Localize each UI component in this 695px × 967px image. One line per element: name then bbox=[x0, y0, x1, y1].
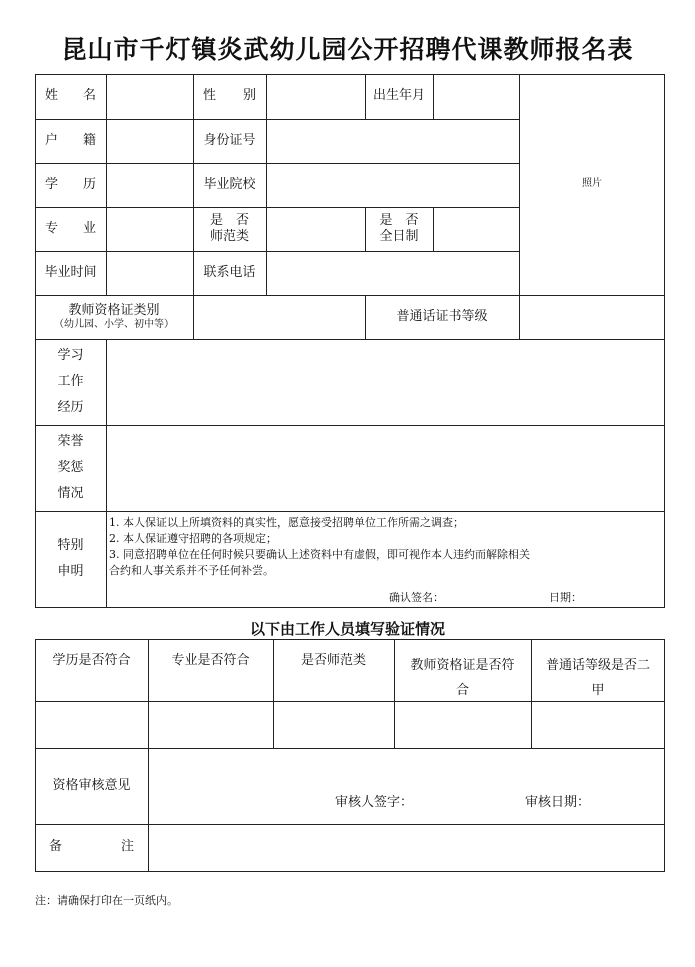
huji-field[interactable] bbox=[106, 119, 193, 163]
form-title: 昆山市千灯镇炎武幼儿园公开招聘代课教师报名表 bbox=[61, 35, 634, 64]
major-check-field[interactable] bbox=[148, 701, 273, 748]
declaration-text bbox=[109, 515, 530, 579]
gender-label: 性 别 bbox=[203, 88, 256, 104]
fulltime-field[interactable] bbox=[433, 207, 519, 251]
gradtime-field[interactable] bbox=[106, 251, 193, 295]
normal-label: 是 否 师范类 bbox=[209, 212, 249, 244]
remark-label: 备 注 bbox=[49, 839, 134, 855]
header-education: 学历是否符合 bbox=[52, 653, 131, 668]
huji-label: 户 籍 bbox=[45, 132, 96, 148]
cert-label: 教师资格证类别 （幼儿园、小学、初中等） bbox=[54, 302, 174, 330]
review-label: 资格审核意见 bbox=[52, 777, 131, 793]
id-field[interactable] bbox=[266, 119, 519, 163]
header-mandarin: 普通话等级是否二 甲 bbox=[545, 658, 650, 698]
study-label: 学习 工作 经历 bbox=[57, 348, 84, 415]
declaration-line: 3. 同意招聘单位在任何时候只要确认上述资料中有虚假，即可视作本人违约而解除相关 bbox=[109, 548, 530, 561]
education-check-field[interactable] bbox=[35, 701, 148, 748]
declaration-line: 2. 本人保证遵守招聘的各项规定； bbox=[109, 532, 277, 545]
cert-check-field[interactable] bbox=[394, 701, 531, 748]
education-field[interactable] bbox=[106, 163, 193, 207]
sign-label: 确认签名： bbox=[389, 591, 444, 604]
remark-field[interactable] bbox=[148, 824, 665, 871]
school-field[interactable] bbox=[266, 163, 519, 207]
major-field[interactable] bbox=[106, 207, 193, 251]
school-label: 毕业院校 bbox=[203, 176, 256, 192]
date-label: 日期： bbox=[549, 591, 582, 604]
education-label: 学 历 bbox=[45, 176, 96, 192]
fulltime-label: 是 否 全日制 bbox=[379, 212, 419, 244]
name-label: 姓 名 bbox=[45, 88, 96, 104]
gender-field[interactable] bbox=[266, 74, 365, 119]
honor-label: 荣誉 奖惩 情况 bbox=[57, 434, 84, 501]
major-label: 专 业 bbox=[45, 220, 96, 236]
birth-label: 出生年月 bbox=[372, 88, 425, 104]
cert-field[interactable] bbox=[193, 295, 365, 339]
mandarin-check-field[interactable] bbox=[531, 701, 665, 748]
verify-section-title: 以下由工作人员填写验证情况 bbox=[249, 620, 445, 638]
photo-box[interactable]: 照片 bbox=[582, 178, 602, 190]
header-normal: 是否师范类 bbox=[300, 653, 366, 668]
cert-sublabel: （幼儿园、小学、初中等） bbox=[54, 318, 174, 330]
normal-check-field[interactable] bbox=[273, 701, 394, 748]
phone-field[interactable] bbox=[266, 251, 519, 295]
review-date-label: 审核日期： bbox=[525, 794, 591, 810]
study-field[interactable] bbox=[106, 339, 665, 425]
name-field[interactable] bbox=[106, 74, 193, 119]
declare-label: 特别 申明 bbox=[57, 538, 84, 579]
normal-field[interactable] bbox=[266, 207, 365, 251]
birth-field[interactable] bbox=[433, 74, 519, 119]
id-label: 身份证号 bbox=[203, 132, 256, 148]
phone-label: 联系电话 bbox=[203, 264, 256, 280]
mandarin-label: 普通话证书等级 bbox=[396, 308, 488, 324]
footnote: 注：请确保打印在一页纸内。 bbox=[35, 894, 178, 907]
header-major: 专业是否符合 bbox=[171, 653, 250, 668]
header-cert: 教师资格证是否符 合 bbox=[410, 658, 515, 698]
honor-field[interactable] bbox=[106, 425, 665, 511]
mandarin-field[interactable] bbox=[519, 295, 665, 339]
declaration-line: 合约和人事关系并不予任何补尝。 bbox=[109, 564, 274, 577]
declaration-line: 1. 本人保证以上所填资料的真实性，愿意接受招聘单位工作所需之调查； bbox=[109, 516, 464, 529]
reviewer-label: 审核人签字： bbox=[335, 794, 414, 810]
gradtime-label: 毕业时间 bbox=[44, 264, 97, 280]
